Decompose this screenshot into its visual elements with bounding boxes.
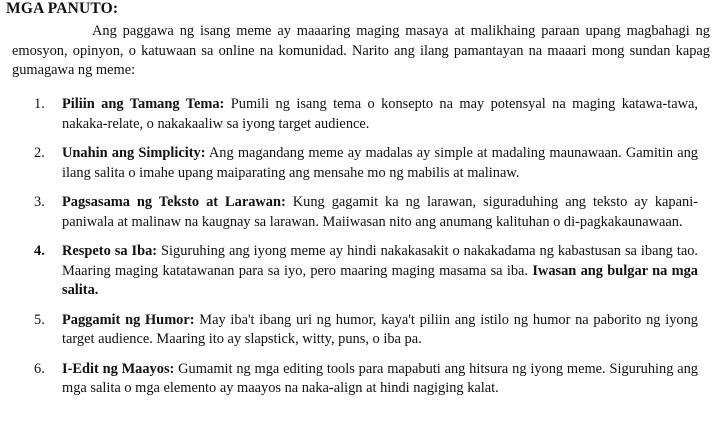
list-item: [0, 360, 698, 399]
item-text: Ang magandang meme ay madalas ay simple at madaling maunawaan. Gamitin ang ilang salita o imahe upang maiparating ang mensahe mo ng mabilis at malinaw.: [62, 145, 698, 181]
document-heading: MGA PANUTO:: [6, 0, 119, 17]
item-text: Pumili ng isang tema o konsepto na may potensyal na maging katawa-tawa, nakaka-relate, o nakakaaliw sa iyong target audience.: [62, 96, 698, 132]
item-text: Kung gagamit ka ng larawan, siguraduhing ang teksto ay kapani-paniwala at malinaw na kaugnay sa larawan. Maiiwasan nito ang anumang kalituhan o di-pagkakaunawaan.: [62, 194, 698, 230]
item-term: Piliin ang Tamang Tema:: [62, 96, 225, 112]
item-number: 4.: [34, 243, 45, 259]
item-number: 1.: [34, 96, 45, 112]
item-number: 3.: [34, 194, 45, 210]
item-number: 2.: [34, 145, 45, 161]
list-item: [0, 144, 698, 183]
list-item: [0, 311, 698, 350]
intro-paragraph: Ang paggawa ng isang meme ay maaaring maging masaya at malikhaing paraan upang magbahagi ng emosyon, opinyon, o katuwaan sa online na komunidad. Narito ang ilang pamantayan na maaari mong sundan kapag gumagawa ng meme:: [12, 23, 710, 78]
item-term: I-Edit ng Maayos:: [62, 360, 175, 377]
guidelines-list: [0, 95, 720, 409]
item-term: Respeto sa Iba:: [62, 243, 158, 259]
item-term: Paggamit ng Humor:: [62, 311, 195, 328]
list-item: [0, 193, 698, 232]
item-term: Pagsasama ng Teksto at Larawan:: [62, 194, 286, 210]
list-item: [0, 242, 698, 301]
list-item: [0, 95, 698, 134]
item-number: 6.: [34, 360, 45, 377]
item-term: Unahin ang Simplicity:: [62, 145, 206, 161]
item-text: May iba't ibang uri ng humor, kaya't piliin ang istilo ng humor na paborito ng iyong target audience. Maaring ito ay slapstick, witty, puns, o iba pa.: [62, 311, 698, 347]
item-text: Gumamit ng mga editing tools para mapabuti ang hitsura ng iyong meme. Siguruhing ang mga salita o mga elemento ay maayos na naka-align at hindi nagiging kalat.: [62, 360, 699, 396]
item-text: Siguruhing ang iyong meme ay hindi nakakasakit o nakakadama ng kabastusan sa ibang tao. Maaring maging katatawanan para sa iyo, pero maaring maging masama sa iba.: [62, 243, 698, 279]
item-emphasis: Iwasan ang bulgar na mga salita.: [62, 262, 698, 298]
item-number: 5.: [34, 311, 45, 328]
